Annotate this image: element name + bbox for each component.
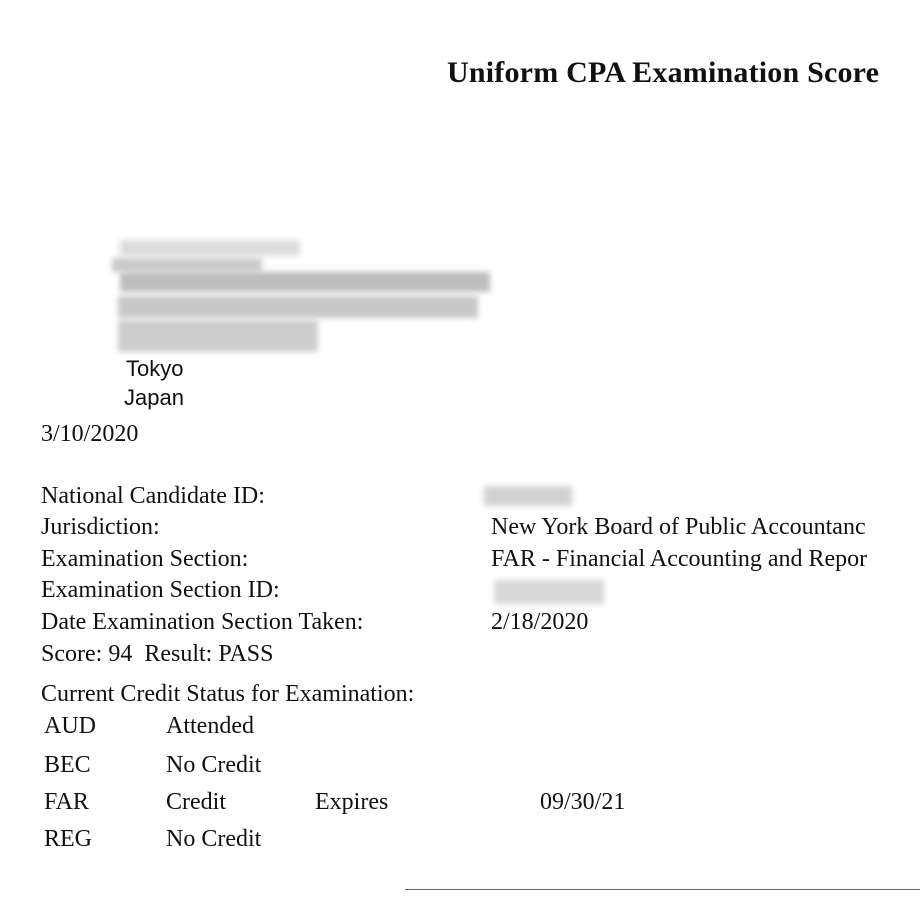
jurisdiction-label: Jurisdiction: [41, 514, 160, 540]
bottom-divider [405, 889, 920, 890]
candidate-id-label: National Candidate ID: [41, 483, 265, 509]
credit-section: AUD [44, 713, 96, 739]
exam-section-value: FAR - Financial Accounting and Repor [491, 546, 868, 572]
credit-status: No Credit [166, 752, 262, 778]
date-taken-label: Date Examination Section Taken: [41, 609, 364, 635]
credit-expires-label: Expires [315, 789, 389, 815]
credit-section: REG [44, 826, 92, 852]
date-taken-value: 2/18/2020 [491, 609, 589, 635]
credit-status: Attended [166, 713, 254, 739]
address-city: Tokyo [126, 356, 184, 381]
redacted-candidate-id [484, 486, 572, 506]
exam-section-id-label: Examination Section ID: [41, 577, 280, 603]
score-result: Score: 94 Result: PASS [41, 641, 274, 667]
credit-section: BEC [44, 752, 91, 778]
exam-section-label: Examination Section: [41, 546, 249, 572]
jurisdiction-value: New York Board of Public Accountanc [491, 514, 866, 540]
credit-section: FAR [44, 789, 89, 815]
address-country: Japan [124, 385, 184, 410]
credit-expires-date: 09/30/21 [540, 789, 626, 815]
credit-status: Credit [166, 789, 226, 815]
credit-status-heading: Current Credit Status for Examination: [41, 681, 415, 707]
redacted-section-id [494, 580, 604, 604]
report-date: 3/10/2020 [41, 421, 139, 447]
report-title: Uniform CPA Examination Score [447, 56, 880, 89]
credit-status: No Credit [166, 826, 262, 852]
